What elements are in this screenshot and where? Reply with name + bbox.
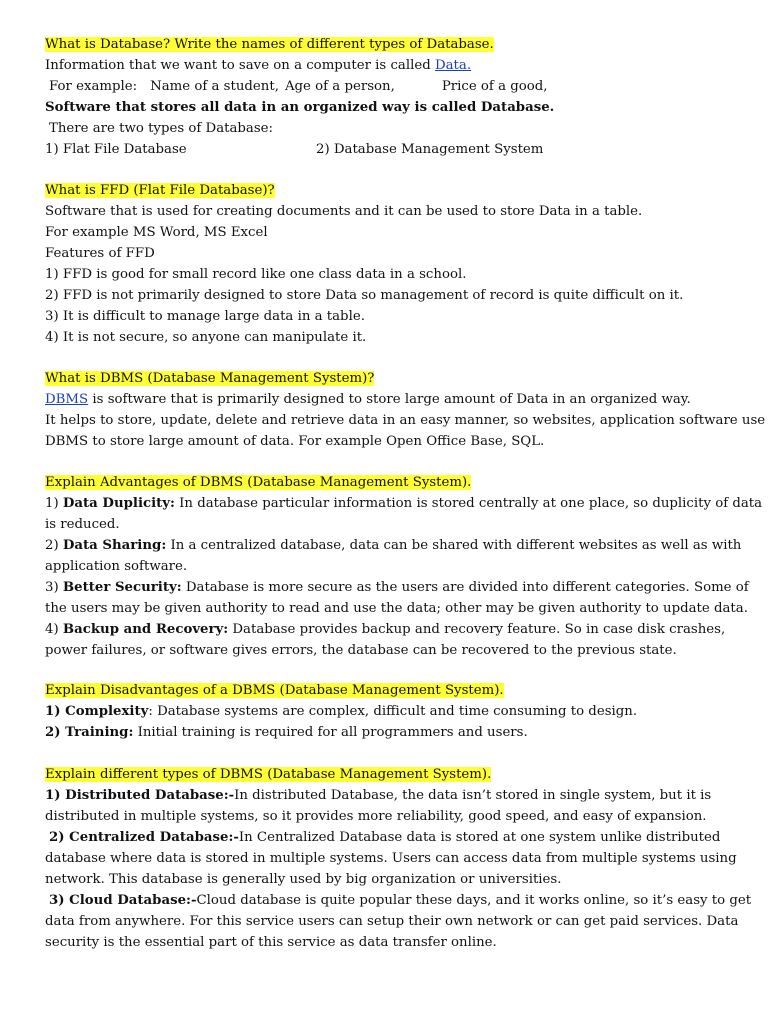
paragraph-line: For example MS Word, MS Excel (45, 225, 268, 240)
list-item: 2) Training: Initial training is required for all programmers and users. (45, 725, 528, 740)
section-heading-types: Explain different types of DBMS (Database Management System). (45, 767, 492, 782)
paragraph-line: DBMS is software that is primarily designed to store large amount of Data in an organized way. (45, 392, 691, 407)
list-item: 2) Data Sharing: In a centralized database, data can be shared with different websites as well as with (45, 538, 742, 553)
list-item: 1) Distributed Database:-In distributed Database, the data isn’t stored in single system, but it is (45, 788, 712, 803)
paragraph-line: Software that is used for creating documents and it can be used to store Data in a table. (45, 204, 643, 219)
paragraph-line: is reduced. (45, 517, 120, 532)
list-item: 1) Complexity: Database systems are complex, difficult and time consuming to design. (45, 704, 638, 719)
paragraph-line: Information that we want to save on a computer is called Data. (45, 58, 472, 73)
data-link[interactable]: Data. (434, 58, 472, 73)
list-item: 2) Centralized Database:-In Centralized Database data is stored at one system unlike distributed (49, 830, 721, 845)
section-heading-dbms: What is DBMS (Database Management System)? (45, 371, 375, 386)
section-heading-database: What is Database? Write the names of different types of Database. (45, 37, 494, 52)
paragraph-line: Features of FFD (45, 246, 155, 261)
list-item: 4) It is not secure, so anyone can manipulate it. (45, 330, 367, 345)
paragraph-line: distributed in multiple systems, so it provides more reliability, good speed, and easy of expansion. (45, 809, 707, 824)
paragraph-line: the users may be given authority to read and use the data; other may be given authority to update data. (45, 601, 748, 616)
dbms-link[interactable]: DBMS (45, 392, 89, 407)
paragraph-line: network. This database is generally used by big organization or universities. (45, 872, 562, 887)
paragraph-line: DBMS to store large amount of data. For example Open Office Base, SQL. (45, 434, 545, 449)
types-line-col2: 2) Database Management System (316, 142, 544, 157)
paragraph-line: application software. (45, 559, 188, 574)
list-item: 3) Cloud Database:-Cloud database is quite popular these days, and it works online, so it’s easy to get (49, 893, 752, 908)
list-item: 4) Backup and Recovery: Database provides backup and recovery feature. So in case disk crashes, (45, 622, 726, 637)
paragraph-line: It helps to store, update, delete and retrieve data in an easy manner, so websites, application software use (45, 413, 766, 428)
section-heading-disadvantages: Explain Disadvantages of a DBMS (Database Management System). (45, 683, 504, 698)
types-line: 1) Flat File Database (45, 142, 187, 157)
paragraph-line: There are two types of Database: (49, 121, 274, 136)
paragraph-line: security is the essential part of this service as data transfer online. (45, 935, 497, 950)
list-item: 3) Better Security: Database is more secure as the users are divided into different categories. Some of (45, 580, 749, 595)
list-item: 3) It is difficult to manage large data in a table. (45, 309, 365, 324)
paragraph-line: power failures, or software gives errors, the database can be recovered to the previous state. (45, 643, 677, 658)
list-item: 2) FFD is not primarily designed to store Data so management of record is quite difficult on it. (45, 288, 684, 303)
section-heading-advantages: Explain Advantages of DBMS (Database Management System). (45, 475, 472, 490)
paragraph-line: data from anywhere. For this service users can setup their own network or can get paid services. Data (45, 914, 739, 929)
section-heading-ffd: What is FFD (Flat File Database)? (45, 183, 275, 198)
definition-line: Software that stores all data in an organized way is called Database. (45, 100, 555, 115)
list-item: 1) Data Duplicity: In database particular information is stored centrally at one place, so duplicity of data (45, 496, 763, 511)
example-line: For example: Name of a student, Age of a person, Price of a good, (49, 79, 548, 94)
list-item: 1) FFD is good for small record like one class data in a school. (45, 267, 467, 282)
paragraph-line: database where data is stored in multiple systems. Users can access data from multiple systems using (45, 851, 737, 866)
